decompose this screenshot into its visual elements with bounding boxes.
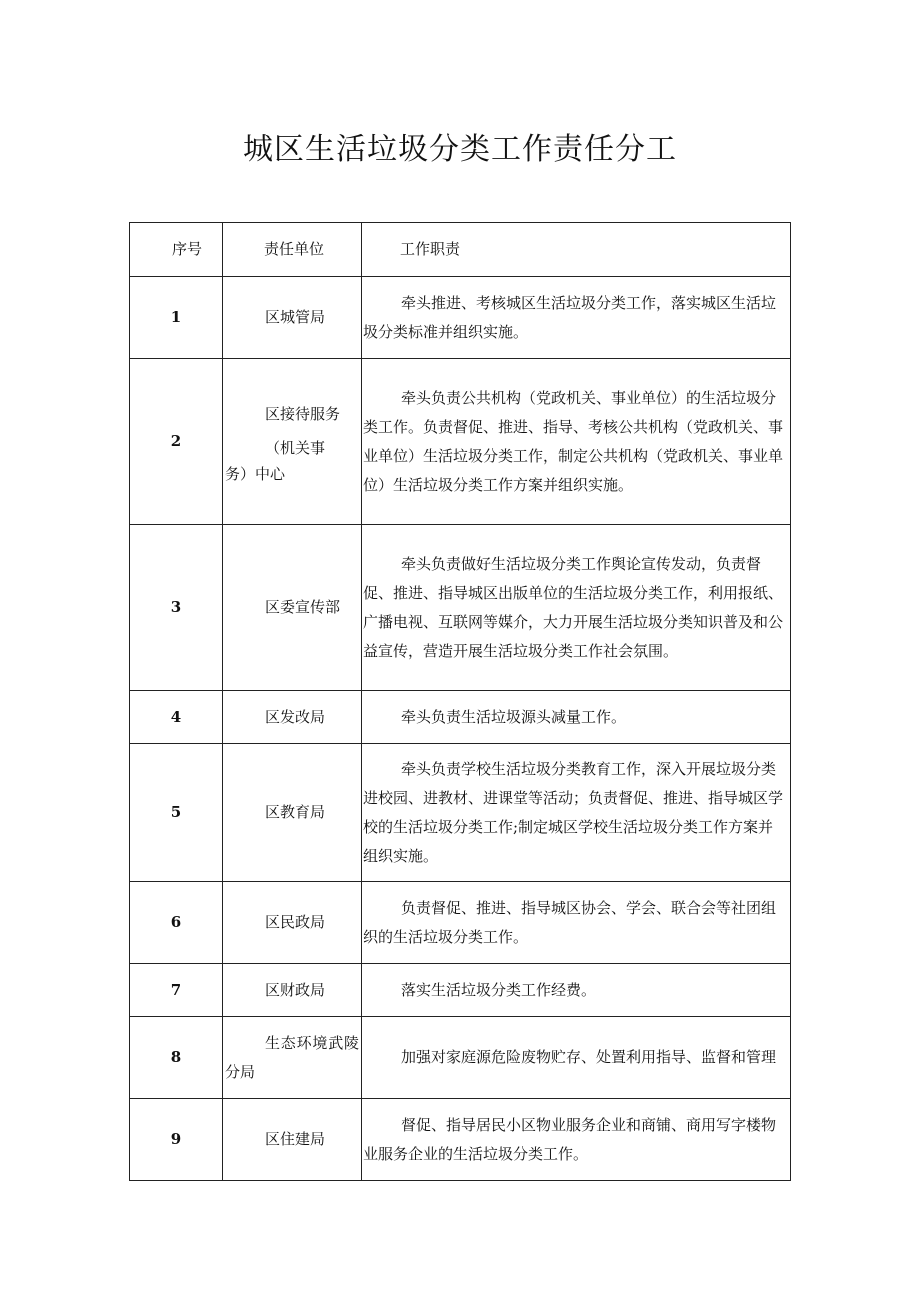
row-duty bbox=[362, 525, 791, 691]
header-unit: 责任单位 bbox=[223, 223, 362, 277]
duty-text: 牵头负责公共机构（党政机关、事业单位）的生活垃圾分类工作。负责督促、推进、指导、考核公共机构（党政机关、事业单位）生活垃圾分类工作，制定公共机构（党政机关、事业单位）生活垃圾分类工作方案并组织实施。 bbox=[363, 388, 784, 494]
table-row bbox=[130, 359, 791, 525]
duty-text: 牵头负责学校生活垃圾分类教育工作，深入开展垃圾分类进校园、进教材、进课堂等活动；负责督促、推进、指导城区学校的生活垃圾分类工作;制定城区学校生活垃圾分类工作方案并组织实施。 bbox=[363, 759, 784, 865]
table-row bbox=[130, 277, 791, 359]
row-unit bbox=[223, 964, 362, 1017]
row-duty bbox=[362, 1017, 791, 1099]
unit-text: 区城管局 bbox=[265, 308, 326, 326]
row-unit bbox=[223, 691, 362, 744]
table-row bbox=[130, 744, 791, 882]
row-unit bbox=[223, 525, 362, 691]
duty-text: 负责督促、推进、指导城区协会、学会、联合会等社团组织的生活垃圾分类工作。 bbox=[363, 898, 777, 946]
unit-text: 区民政局 bbox=[265, 913, 326, 931]
unit-text: 生态环境武陵分局 bbox=[225, 1033, 359, 1081]
unit-text: 区住建局 bbox=[265, 1130, 326, 1148]
duty-text: 牵头负责做好生活垃圾分类工作舆论宣传发动，负责督促、推进、指导城区出版单位的生活垃圾分类工作，利用报纸、广播电视、互联网等媒介，大力开展生活垃圾分类知识普及和公益宣传，营造开展生活垃圾分类工作社会氛围。 bbox=[363, 554, 784, 660]
row-num: 4 bbox=[130, 691, 223, 744]
row-duty bbox=[362, 277, 791, 359]
row-num: 6 bbox=[130, 882, 223, 964]
header-duty: 工作职责 bbox=[362, 223, 791, 277]
row-duty bbox=[362, 964, 791, 1017]
duty-text: 牵头推进、考核城区生活垃圾分类工作，落实城区生活垃圾分类标准并组织实施。 bbox=[363, 293, 777, 341]
table-row bbox=[130, 525, 791, 691]
unit-text-line: 区接待服务 bbox=[265, 404, 341, 423]
duty-text: 督促、指导居民小区物业服务企业和商铺、商用写字楼物业服务企业的生活垃圾分类工作。 bbox=[363, 1115, 777, 1163]
table-row bbox=[130, 964, 791, 1017]
row-num: 7 bbox=[130, 964, 223, 1017]
row-unit bbox=[223, 1017, 362, 1099]
row-duty bbox=[362, 882, 791, 964]
row-num: 3 bbox=[130, 525, 223, 691]
row-duty bbox=[362, 691, 791, 744]
row-num: 1 bbox=[130, 277, 223, 359]
row-num: 9 bbox=[130, 1099, 223, 1181]
table-header-row bbox=[130, 223, 791, 277]
row-unit bbox=[223, 277, 362, 359]
header-num: 序号 bbox=[130, 223, 223, 277]
duty-text: 落实生活垃圾分类工作经费。 bbox=[401, 980, 597, 999]
responsibility-table bbox=[129, 222, 791, 1181]
row-unit bbox=[223, 1099, 362, 1181]
row-num: 2 bbox=[130, 359, 223, 525]
row-num: 5 bbox=[130, 744, 223, 882]
unit-text-line: 务）中心 bbox=[225, 464, 286, 483]
unit-text-line: （机关事 bbox=[265, 438, 326, 457]
unit-text: 区财政局 bbox=[265, 980, 326, 999]
row-unit bbox=[223, 359, 362, 525]
duty-text: 牵头负责生活垃圾源头减量工作。 bbox=[401, 707, 627, 726]
row-unit bbox=[223, 744, 362, 882]
row-duty bbox=[362, 359, 791, 525]
table-row bbox=[130, 1099, 791, 1181]
unit-text: 区委宣传部 bbox=[265, 598, 341, 616]
row-unit bbox=[223, 882, 362, 964]
table-row bbox=[130, 1017, 791, 1099]
row-duty bbox=[362, 1099, 791, 1181]
row-num: 8 bbox=[130, 1017, 223, 1099]
unit-text: 区教育局 bbox=[265, 803, 326, 821]
row-duty bbox=[362, 744, 791, 882]
table-row bbox=[130, 882, 791, 964]
table-row bbox=[130, 691, 791, 744]
duty-text: 加强对家庭源危险废物贮存、处置利用指导、监督和管理 bbox=[401, 1048, 777, 1066]
unit-text: 区发改局 bbox=[265, 707, 326, 726]
page-title: 城区生活垃圾分类工作责任分工 bbox=[243, 132, 677, 167]
